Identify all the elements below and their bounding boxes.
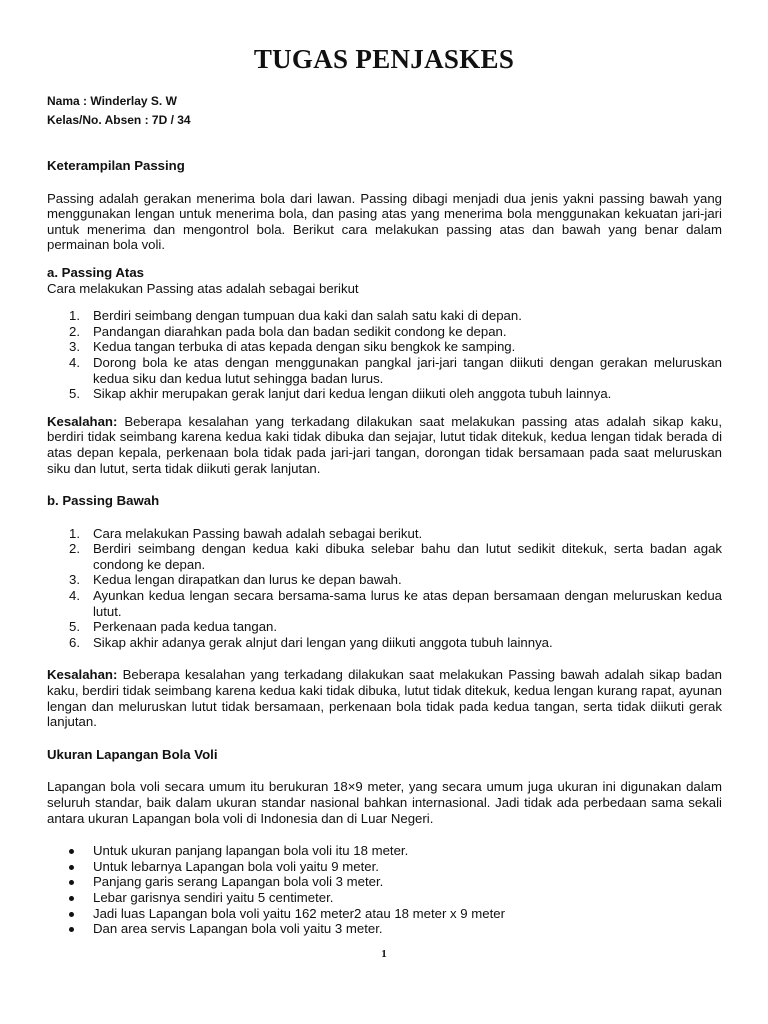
list-text: Kedua lengan dirapatkan dan lurus ke depan bawah. <box>93 572 402 588</box>
list-item <box>47 635 722 651</box>
list-item <box>47 572 722 588</box>
list-text: Lebar garisnya sendiri yaitu 5 centimeter. <box>93 889 334 905</box>
bullet-icon <box>69 880 74 885</box>
student-name: Nama : Winderlay S. W <box>47 94 177 108</box>
list-text: Untuk lebarnya Lapangan bola voli yaitu 9 meter. <box>93 858 379 874</box>
bullet-icon <box>69 927 74 932</box>
student-class: Kelas/No. Absen : 7D / 34 <box>47 113 191 127</box>
list-text: Ayunkan kedua lengan secara bersama-sama lurus ke atas depan bersamaan dengan meluruskan kedua lutut. <box>93 588 722 619</box>
lapangan-intro: Lapangan bola voli secara umum itu berukuran 18×9 meter, yang secara umum juga ukuran ini digunakan dalam seluruh standar, baik dalam ukuran standar nasional bahkan internasional. Jadi tidak ada perbedaan sama sekali antara ukuran Lapangan bola voli di Indonesia dan di Luar Negeri. <box>47 779 722 826</box>
list-number: 5. <box>69 386 80 402</box>
list-item <box>47 588 722 619</box>
bullet-icon <box>69 849 74 854</box>
error-label: Kesalahan: <box>47 413 118 429</box>
list-number: 4. <box>69 354 80 370</box>
list-text: Berdiri seimbang dengan tumpuan dua kaki dan salah satu kaki di depan. <box>93 308 522 324</box>
list-item <box>47 355 722 386</box>
list-number: 3. <box>69 339 80 355</box>
passing-atas-errors <box>47 414 722 476</box>
list-text: Pandangan diarahkan pada bola dan badan sedikit condong ke depan. <box>93 323 507 339</box>
list-text: Untuk ukuran panjang lapangan bola voli itu 18 meter. <box>93 843 409 859</box>
list-text: Jadi luas Lapangan bola voli yaitu 162 meter2 atau 18 meter x 9 meter <box>93 905 505 921</box>
list-text: Sikap akhir adanya gerak alnjut dari lengan yang diikuti anggota tubuh lainnya. <box>93 634 553 650</box>
list-item <box>47 339 722 355</box>
list-text: Dorong bola ke atas dengan menggunakan pangkal jari-jari tangan diikuti dengan gerakan meluruskan kedua siku dan kedua lutut sehingga badan lurus. <box>93 354 722 386</box>
list-item <box>47 874 722 890</box>
list-text: Sikap akhir merupakan gerak lanjut dari kedua lengan diikuti oleh anggota tubuh lainnya. <box>93 386 612 402</box>
list-number: 5. <box>69 619 80 635</box>
list-item <box>47 324 722 340</box>
passing-bawah-errors <box>47 667 722 729</box>
bullet-icon <box>69 896 74 901</box>
list-item <box>47 921 722 937</box>
list-text: Kedua tangan terbuka di atas kepada dengan siku bengkok ke samping. <box>93 339 516 355</box>
error-label: Kesalahan: <box>47 667 118 683</box>
document-body <box>47 158 722 937</box>
bullet-icon <box>69 912 74 917</box>
passing-bawah-steps <box>47 526 722 651</box>
list-item <box>47 541 722 572</box>
section-heading-lapangan: Ukuran Lapangan Bola Voli <box>47 746 218 762</box>
error-text: Beberapa kesalahan yang terkadang dilakukan saat melakukan passing atas adalah sikap kaku, berdiri tidak seimbang karena kedua kaki tidak dibuka dan sejajar, lutut tidak ditekuk, kedua lengan tidak berada di atas depan kepala, perkenaan bola tidak pada jari-jari tangan, dorongan tidak bersamaan pada saat meluruskan siku dan lutut, serta tidak diikuti gerak lanjutan. <box>47 413 722 476</box>
list-number: 1. <box>69 525 80 541</box>
document-title: TUGAS PENJASKES <box>253 44 515 74</box>
passing-intro: Passing adalah gerakan menerima bola dari lawan. Passing dibagi menjadi dua jenis yakni passing bawah yang menggunakan lengan untuk menerima bola, dan pasing atas yang menerima bola menggunakan kekuatan jari-jari untuk menerima dan mengontrol bola. Berikut cara melakukan passing atas dan bawah yang benar dalam permainan bola voli. <box>47 190 722 253</box>
list-number: 1. <box>69 308 80 324</box>
list-text: Cara melakukan Passing bawah adalah sebagai berikut. <box>93 525 423 541</box>
section-heading-passing-bawah: b. Passing Bawah <box>47 493 160 509</box>
bullet-icon <box>69 865 74 870</box>
list-text: Panjang garis serang Lapangan bola voli 3 meter. <box>93 874 384 890</box>
list-number: 6. <box>69 634 80 650</box>
section-heading-passing: Keterampilan Passing <box>47 158 185 173</box>
list-item <box>47 859 722 875</box>
page-number: 1 <box>381 948 387 960</box>
list-item <box>47 526 722 542</box>
list-item <box>47 890 722 906</box>
list-item <box>47 386 722 402</box>
list-item <box>47 619 722 635</box>
lapangan-bullets <box>47 843 722 937</box>
passing-atas-steps <box>47 308 722 402</box>
list-number: 3. <box>69 572 80 588</box>
list-item <box>47 843 722 859</box>
list-text: Dan area servis Lapangan bola voli yaitu 3 meter. <box>93 921 383 937</box>
section-heading-passing-atas: a. Passing Atas <box>47 264 144 280</box>
error-text: Beberapa kesalahan yang terkadang dilakukan saat melakukan Passing bawah adalah sikap badan kaku, berdiri tidak seimbang karena kedua kaki tidak dibuka, lutut tidak ditekuk, kedua lengan kurang rapat, ayunan lengan dan meluruskan lutut tidak bersamaan, perkenaan bola tidak pada kedua tangan, serta tidak diikuti gerak lanjutan. <box>47 667 722 730</box>
passing-atas-lead: Cara melakukan Passing atas adalah sebagai berikut <box>47 280 359 296</box>
list-number: 2. <box>69 541 80 557</box>
list-text: Berdiri seimbang dengan kedua kaki dibuka selebar bahu dan lutut sedikit ditekuk, serta badan agak condong ke depan. <box>93 541 722 572</box>
list-item <box>47 906 722 922</box>
list-text: Perkenaan pada kedua tangan. <box>93 619 278 635</box>
list-number: 4. <box>69 588 80 604</box>
list-number: 2. <box>69 323 80 339</box>
list-item <box>47 308 722 324</box>
